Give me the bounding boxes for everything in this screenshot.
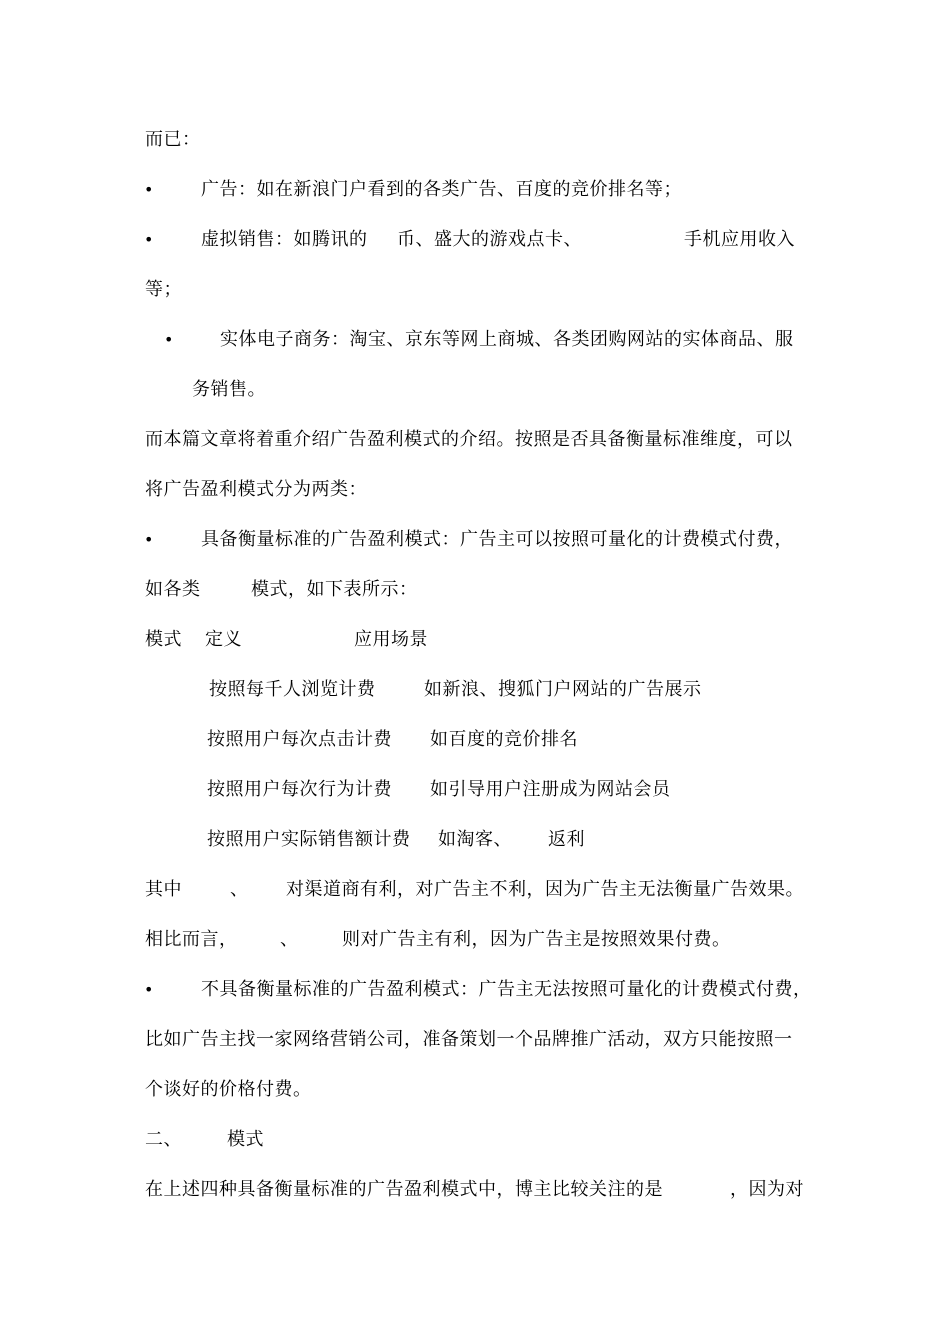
table-cell-scenario: 如百度的竞价排名 <box>430 729 578 750</box>
paragraph-line: 在上述四种具备衡量标准的广告盈利模式中，博主比较关注的是 <box>145 1179 663 1200</box>
table-header-mode: 模式 <box>145 629 182 650</box>
paragraph-line: 、 <box>230 879 249 900</box>
table-cell-definition: 按照用户每次行为计费 <box>207 779 392 800</box>
list-item-non-measurable: 不具备衡量标准的广告盈利模式：广告主无法按照可量化的计费模式付费， <box>201 979 812 1000</box>
text-line: 等； <box>145 279 182 300</box>
table-cell-definition: 按照用户每次点击计费 <box>207 729 392 750</box>
text-line: 而已： <box>145 129 201 150</box>
table-cell-scenario: 返利 <box>548 829 585 850</box>
paragraph-line: 、 <box>280 929 299 950</box>
paragraph-line: 而本篇文章将着重介绍广告盈利模式的介绍。按照是否具备衡量标准维度，可以 <box>145 429 793 450</box>
list-item-measurable: 具备衡量标准的广告盈利模式：广告主可以按照可量化的计费模式付费， <box>201 529 793 550</box>
table-cell-scenario: 如引导用户注册成为网站会员 <box>430 779 671 800</box>
list-item-ads: 广告：如在新浪门户看到的各类广告、百度的竞价排名等； <box>201 179 682 200</box>
text-line: 如各类 <box>145 579 201 600</box>
paragraph-line: 个谈好的价格付费。 <box>145 1079 312 1100</box>
bullet-icon: • <box>144 230 154 249</box>
bullet-icon: • <box>144 980 154 999</box>
list-item-virtual-sales: 币、盛大的游戏点卡、 <box>397 229 582 250</box>
paragraph-line: 则对广告主有利，因为广告主是按照效果付费。 <box>342 929 731 950</box>
list-item-virtual-sales: 虚拟销售：如腾讯的 <box>201 229 368 250</box>
section-number: 二、 <box>145 1129 182 1150</box>
table-cell-definition: 按照用户实际销售额计费 <box>207 829 411 850</box>
paragraph-line: 将广告盈利模式分为两类： <box>145 479 367 500</box>
table-cell-definition: 按照每千人浏览计费 <box>209 679 376 700</box>
text-line: 务销售。 <box>192 379 266 400</box>
paragraph-line: 其中 <box>145 879 182 900</box>
bullet-icon: • <box>144 180 154 199</box>
paragraph-line: 相比而言， <box>145 929 238 950</box>
list-item-ecommerce: 实体电子商务：淘宝、京东等网上商城、各类团购网站的实体商品、服 <box>220 329 794 350</box>
bullet-icon: • <box>164 330 174 349</box>
paragraph-line: ，因为对 <box>730 1179 804 1200</box>
table-cell-scenario: 如淘客、 <box>438 829 512 850</box>
table-header-scenario: 应用场景 <box>354 629 428 650</box>
paragraph-line: 比如广告主找一家网络营销公司，准备策划一个品牌推广活动，双方只能按照一 <box>145 1029 793 1050</box>
paragraph-line: 对渠道商有利，对广告主不利，因为广告主无法衡量广告效果。 <box>286 879 804 900</box>
bullet-icon: • <box>144 530 154 549</box>
text-line: 模式，如下表所示： <box>251 579 418 600</box>
table-header-definition: 定义 <box>205 629 242 650</box>
list-item-virtual-sales: 手机应用收入 <box>684 229 795 250</box>
table-cell-scenario: 如新浪、搜狐门户网站的广告展示 <box>424 679 702 700</box>
section-title: 模式 <box>227 1129 264 1150</box>
